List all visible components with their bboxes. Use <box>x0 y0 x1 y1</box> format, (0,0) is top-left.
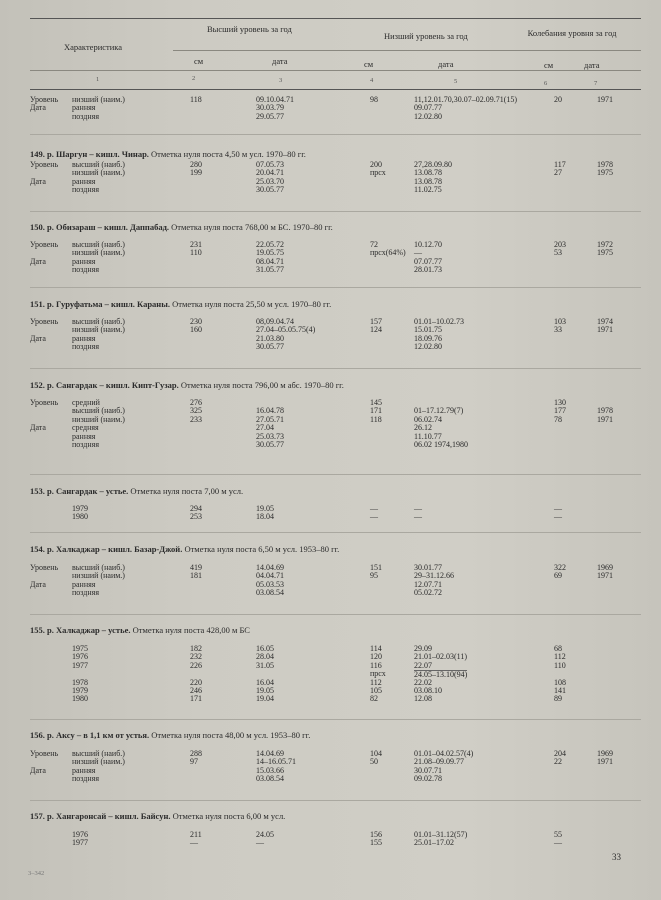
section-divider <box>30 368 641 369</box>
print-mark: 3–342 <box>28 870 45 877</box>
table-row: Дата ранняя 15.03.66 30.07.71 <box>30 765 442 775</box>
section-rows <box>30 241 640 275</box>
section-rows <box>30 318 640 352</box>
table-row: 1980 253 18.04 — — — <box>72 512 562 522</box>
table-row: поздняя 30.05.77 06.02 1974,1980 <box>72 439 468 449</box>
table-row: Уровень высший (наиб.) 280 07.05.73 200 27,28.09.80 117 1978 <box>30 160 613 169</box>
col-number-1: 1 <box>96 76 100 83</box>
station-title: 154. р. Халкаджар – кишл. Базар-Джой. Отметка нуля поста 6,50 м усл. 1953–80 гг. <box>30 544 340 554</box>
cell-fluct-date: 1971 <box>597 95 613 104</box>
section-divider <box>30 532 641 533</box>
section-153 <box>30 485 640 522</box>
section-rows <box>30 505 640 522</box>
section-152 <box>30 379 640 458</box>
cell-min-cm: 98 <box>370 95 378 104</box>
table-row: Уровень средний 276 145 130 <box>30 398 566 407</box>
table-row: 1975 182 16.05 114 29.09 68 <box>72 644 562 653</box>
table-row: Уровень высший (наиб.) 288 14.04.69 104 01.01–04.02.57(4) 204 1969 <box>30 749 613 758</box>
table-row: низший (наим.) 97 14–16.05.71 50 21.08–09.09.77 22 1971 <box>72 757 613 767</box>
col-header-characteristic: Характеристика <box>64 42 123 52</box>
table-row: прсх 24.05–13.10(94) <box>370 669 468 680</box>
table-row: 1977 226 31.05 116 22.07 110 <box>72 660 566 670</box>
section-156 <box>30 729 640 784</box>
table-top-rule <box>30 18 641 19</box>
section-rows <box>30 831 640 848</box>
sub-header-cm-1: см <box>194 56 204 66</box>
station-title: 152. р. Сангардак – кишл. Кипт-Гузар. Отметка нуля поста 796,00 м абс. 1970–80 гг. <box>30 380 344 390</box>
col-number-7: 7 <box>594 80 598 87</box>
section-divider <box>30 719 641 720</box>
section-divider <box>30 287 641 288</box>
table-row: Дата ранняя 21.03.80 18.09.76 <box>30 333 442 343</box>
station-title: 155. р. Халкаджар – устье. Отметка нуля поста 428,00 м БС <box>30 625 250 635</box>
header-num-rule <box>30 70 641 71</box>
table-row: низший (наим.) 110 19.05.75 прсх(64%) — 53 1975 <box>72 248 613 258</box>
col-number-6: 6 <box>544 80 548 87</box>
section-rows <box>30 750 640 784</box>
section-150 <box>30 221 640 275</box>
col-number-5: 5 <box>454 78 458 85</box>
station-title: 149. р. Шаргун – кишл. Чинар. Отметка нуля поста 4,50 м усл. 1970–80 гг. <box>30 149 306 159</box>
section-151 <box>30 298 640 352</box>
table-row: 1979 294 19.05 — — — <box>72 504 562 513</box>
table-row: низший (наим.) 199 20.04.71 прсх 13.08.78 27 1975 <box>72 168 613 178</box>
cell-max-date: 09.10.04.71 <box>256 95 294 104</box>
table-row: 1977 — — 155 25.01–17.02 — <box>72 838 562 848</box>
table-row: Дата ранняя 05.03.53 12.07.71 <box>30 579 442 589</box>
table-row: поздняя 31.05.77 28.01.73 <box>72 265 442 275</box>
section-divider <box>30 474 641 475</box>
col-header-min-level: Низший уровень за год <box>384 31 468 41</box>
cell-fluct-cm: 20 <box>554 95 562 104</box>
section-rows <box>30 399 640 458</box>
table-row: 1979 246 19.05 105 03.08.10 141 <box>72 685 566 695</box>
section-154 <box>30 543 640 598</box>
table-row <box>30 704 640 712</box>
section-rows <box>30 161 640 195</box>
table-row: 1976 211 24.05 156 01.01–31.12(57) 55 <box>72 830 562 839</box>
header-bottom-rule <box>30 89 641 90</box>
table-row: 1978 220 16.04 112 22.02 108 <box>72 677 566 687</box>
table-row: низший (наим.) 160 27.04–05.05.75(4) 124 15.01.75 33 1971 <box>72 325 613 335</box>
section-157 <box>30 810 640 848</box>
table-row: поздняя 03.08.54 05.02.72 <box>72 588 442 598</box>
table-row: поздняя 30.05.77 12.02.80 <box>72 342 442 352</box>
table-row: высший (наиб.) 325 16.04.78 171 01–17.12.79(7) 177 1978 <box>72 406 613 416</box>
table-row <box>30 96 640 104</box>
table-row: Уровень высший (наиб.) 419 14.04.69 151 30.01.77 322 1969 <box>30 563 613 572</box>
table-row: Уровень высший (наиб.) 230 08,09.04.74 157 01.01–10.02.73 103 1974 <box>30 317 613 326</box>
table-row: Дата ранняя 08.04.71 07.07.77 <box>30 256 442 266</box>
table-row: Дата средняя 27.04 26.12 <box>30 423 432 433</box>
page-number: 33 <box>612 852 621 862</box>
table-row: 1976 232 28.04 120 21.01–02.03(11) 112 <box>72 652 566 662</box>
sub-header-date-1: дата <box>272 56 288 66</box>
table-row: Дата ранняя 30.03.79 09.07.77 <box>30 103 442 113</box>
station-title: 151. р. Гуруфатьма – кишл. Караны. Отметка нуля поста 25,50 м усл. 1970–80 гг. <box>30 299 332 309</box>
section-rows <box>30 96 640 121</box>
section-divider <box>30 614 641 615</box>
table-row: поздняя 30.05.77 11.02.75 <box>72 185 442 195</box>
sub-header-date-3: дата <box>584 60 600 70</box>
sub-header-date-2: дата <box>438 59 454 69</box>
section-divider <box>30 134 641 135</box>
table-row: низший (наим.) 233 27.05.71 118 06.02.74 78 1971 <box>72 414 613 424</box>
station-title: 156. р. Аксу – в 1,1 км от устья. Отметка нуля поста 48,00 м усл. 1953–80 гг. <box>30 730 311 740</box>
table-row: 1980 171 19.04 82 12.08 89 <box>72 694 562 704</box>
table-row <box>30 449 640 457</box>
cell-min-date: 11,12.01.70,30.07–02.09.71(15) <box>414 95 518 104</box>
section-155 <box>30 624 640 712</box>
section-148 <box>30 96 640 121</box>
section-divider <box>30 211 641 212</box>
station-title: 153. р. Сангардак – устье. Отметка нуля поста 7,00 м усл. <box>30 486 244 496</box>
section-rows <box>30 645 640 712</box>
section-divider <box>30 800 641 801</box>
table-row: поздняя 29.05.77 12.02.80 <box>72 111 442 121</box>
col-number-3: 3 <box>279 77 283 84</box>
col-header-max-level: Высший уровень за год <box>207 24 292 34</box>
section-rows <box>30 564 640 598</box>
col-number-2: 2 <box>192 75 196 82</box>
sub-header-cm-3: см <box>544 60 554 70</box>
cell-max-cm: 118 <box>190 95 202 104</box>
col-header-fluctuation: Колебания уровня за год <box>527 28 617 38</box>
header-mid-rule <box>173 50 641 51</box>
table-row: низший (наим.) 181 04.04.71 95 29–31.12.66 69 1971 <box>72 571 613 581</box>
table-row: ранняя 25.03.73 11.10.77 <box>72 431 442 441</box>
table-row: поздняя 03.08.54 09.02.78 <box>72 774 442 784</box>
table-row: Дата ранняя 25.03.70 13.08.78 <box>30 176 442 186</box>
row-label: Уровень <box>30 95 59 104</box>
station-title: 150. р. Обизараш – кишл. Даппабад. Отметка нуля поста 768,00 м БС. 1970–80 гг. <box>30 222 333 232</box>
row-sublabel: низший (наим.) <box>72 95 125 104</box>
section-149 <box>30 148 640 195</box>
col-number-4: 4 <box>370 77 374 84</box>
station-title: 157. р. Хангаронсай – кишл. Байсун. Отметка нуля поста 6,00 м усл. <box>30 811 286 821</box>
table-row: Уровень высший (наиб.) 231 22.05.72 72 10.12.70 203 1972 <box>30 240 613 249</box>
sub-header-cm-2: см <box>364 59 374 69</box>
